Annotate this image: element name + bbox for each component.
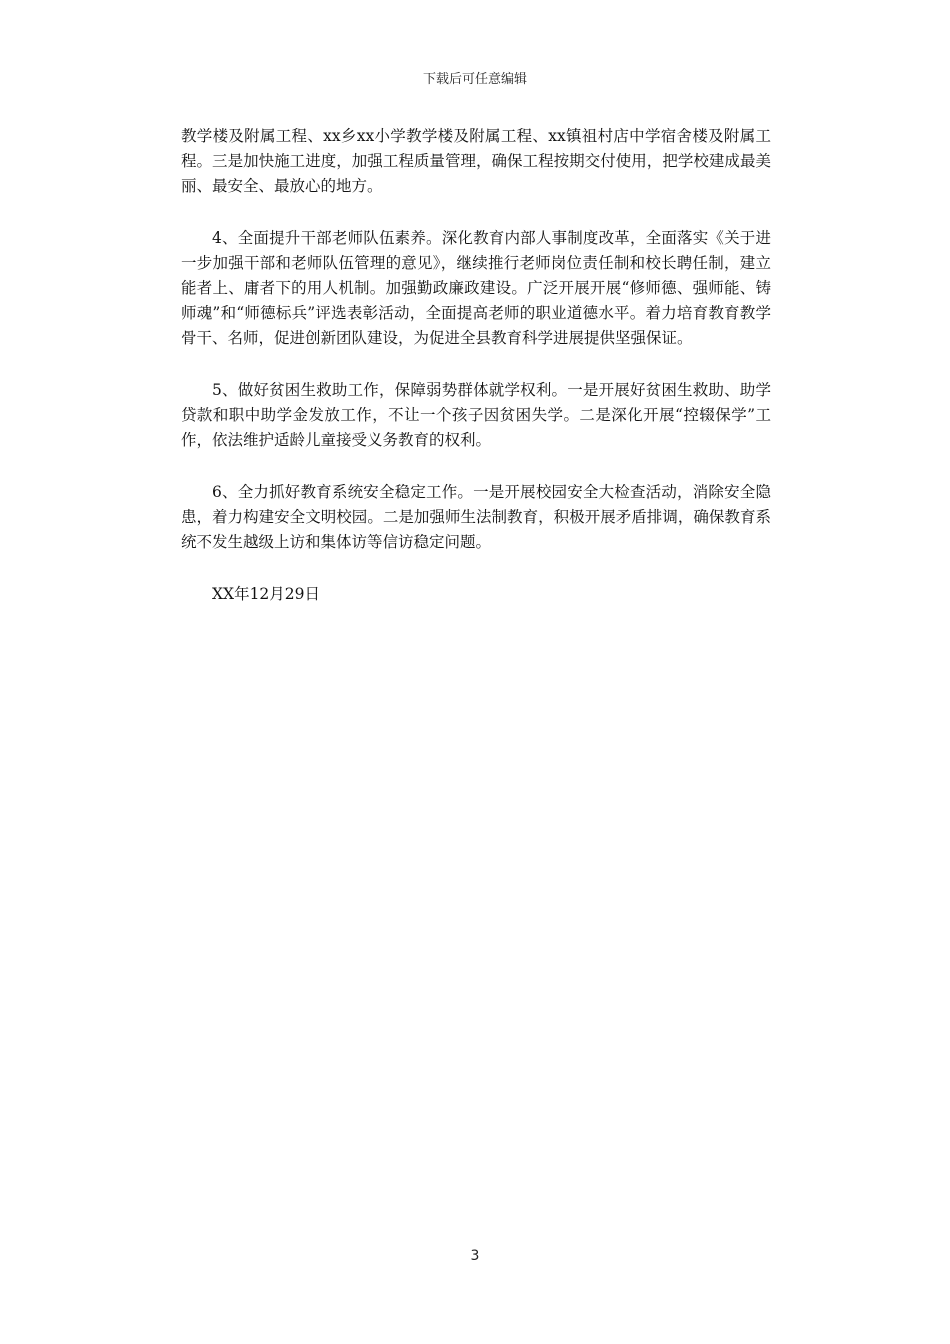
page-number: 3 [470,1248,480,1264]
paragraph-item-4: 4、全面提升干部老师队伍素养。深化教育内部人事制度改革，全面落实《关于进一步加强干部和老师队伍管理的意见》，继续推行老师岗位责任制和校长聘任制，建立能者上、庸者下的用人机制。加强勤政廉政建设。广泛开展开展“修师德、强师能、铸师魂”和“师德标兵”评选表彰活动，全面提高老师的职业道德水平。着力培育教育教学骨干、名师，促进创新团队建设，为促进全县教育科学进展提供坚强保证。 [181,229,771,347]
paragraph-item-6: 6、全力抓好教育系统安全稳定工作。一是开展校园安全大检查活动，消除安全隐患，着力构建安全文明校园。二是加强师生法制教育，积极开展矛盾排调，确保教育系统不发生越级上访和集体访等信访稳定问题。 [181,483,771,551]
paragraph-continuation: 教学楼及附属工程、xx乡xx小学教学楼及附属工程、xx镇祖村店中学宿舍楼及附属工程。三是加快施工进度，加强工程质量管理，确保工程按期交付使用，把学校建成最美丽、最安全、最放心的地方。 [181,127,771,195]
paragraph-item-5: 5、做好贫困生救助工作，保障弱势群体就学权利。一是开展好贫困生救助、助学贷款和职中助学金发放工作，不让一个孩子因贫困失学。二是深化开展“控辍保学”工作，依法维护适龄儿童接受义务教育的权利。 [181,381,771,449]
document-body [181,124,771,607]
page-header: 下载后可任意编辑 [422,72,527,87]
document-date: XX年12月29日 [212,585,321,603]
